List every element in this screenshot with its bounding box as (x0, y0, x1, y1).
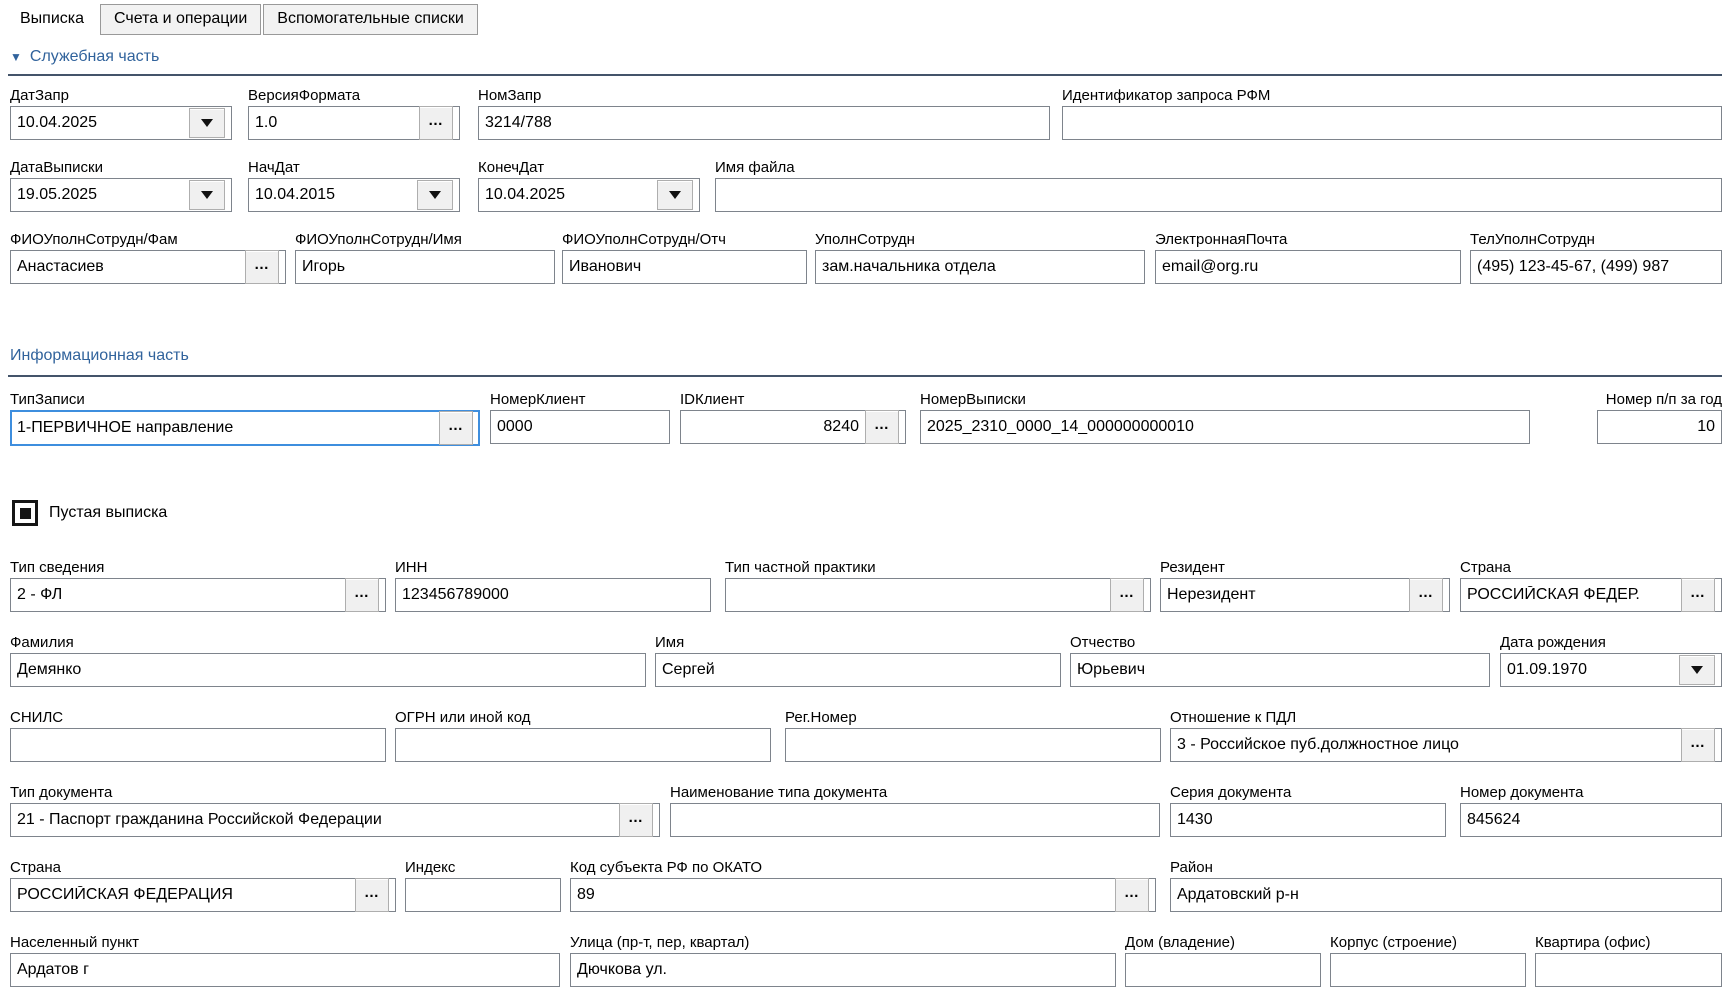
ellipsis-icon[interactable]: … (345, 578, 379, 612)
field-label: Населенный пункт (10, 934, 140, 951)
indeks-input[interactable] (405, 878, 561, 912)
strana-rezidenta-input[interactable]: РОССИЙСКАЯ ФЕДЕР. … (1460, 578, 1722, 612)
field-nomer-pp-za-god (1577, 390, 1722, 444)
ellipsis-icon[interactable]: … (1681, 578, 1715, 612)
field-label: Номер п/п за год (1605, 391, 1722, 408)
imya-input[interactable]: Сергей (655, 653, 1061, 687)
field-label: Район (1170, 859, 1213, 876)
ellipsis-icon[interactable]: … (1681, 728, 1715, 762)
field-label: ОГРН или иной код (395, 709, 531, 726)
field-label: Номер документа (1460, 784, 1584, 801)
field-label: Тип документа (10, 784, 113, 801)
ulitsa-input[interactable]: Дючкова ул. (570, 953, 1116, 987)
field-label: Фамилия (10, 634, 74, 651)
field-tip-svedeniya (10, 558, 386, 612)
field-kvartira (1535, 933, 1722, 987)
upoln-sotrudn-input[interactable]: зам.начальника отдела (815, 250, 1145, 284)
field-otnoshenie-k-pdl (1170, 708, 1722, 762)
imya-fayla-input[interactable] (715, 178, 1722, 212)
field-snils (10, 708, 386, 762)
field-data-vypiski (10, 158, 232, 212)
section-title: Информационная часть (10, 347, 189, 364)
dat-zapr-input[interactable]: 10.04.2025 (10, 106, 232, 140)
nomer-klient-input[interactable]: 0000 (490, 410, 670, 444)
field-konech-dat (478, 158, 700, 212)
dropdown-arrow-icon[interactable] (189, 180, 225, 210)
tip-chastnoy-praktiki-input[interactable] (725, 578, 1151, 612)
field-label: Наименование типа документа (670, 784, 888, 801)
inn-input[interactable]: 123456789000 (395, 578, 711, 612)
field-label: ФИОУполнСотрудн/Имя (295, 231, 462, 248)
tel-input[interactable]: (495) 123-45-67, (499) 987 (1470, 250, 1722, 284)
naimenovanie-tipa-dokumenta-input[interactable] (670, 803, 1160, 837)
field-fio-otch (562, 230, 807, 284)
id-klient-input[interactable]: 8240 … (680, 410, 906, 444)
field-indeks (405, 858, 561, 912)
field-label: КонечДат (478, 159, 545, 176)
field-tip-zapisi (10, 390, 480, 446)
field-email (1155, 230, 1461, 284)
field-label: Идентификатор запроса РФМ (1062, 87, 1271, 104)
field-label: Тип сведения (10, 559, 105, 576)
field-label: СНИЛС (10, 709, 64, 726)
ellipsis-icon[interactable]: … (1409, 578, 1443, 612)
konech-dat-input[interactable]: 10.04.2025 (478, 178, 700, 212)
field-imya (655, 633, 1061, 687)
tip-dokumenta-input[interactable]: 21 - Паспорт гражданина Российской Федерации … (10, 803, 660, 837)
field-label: Код субъекта РФ по ОКАТО (570, 859, 763, 876)
email-input[interactable]: email@org.ru (1155, 250, 1461, 284)
dropdown-arrow-icon[interactable] (189, 108, 225, 138)
section-divider (8, 375, 1722, 377)
field-naimenovanie-tipa-dokumenta (670, 783, 1160, 837)
field-label: УполнСотрудн (815, 231, 915, 248)
field-rayon (1170, 858, 1722, 912)
field-label: Дом (владение) (1125, 934, 1235, 951)
dom-input[interactable] (1125, 953, 1321, 987)
fio-imya-input[interactable]: Игорь (295, 250, 555, 284)
ellipsis-icon[interactable]: … (355, 878, 389, 912)
dropdown-arrow-icon[interactable] (417, 180, 453, 210)
field-tip-dokumenta (10, 783, 660, 837)
section-header-service (10, 48, 159, 66)
field-label: НомЗапр (478, 87, 542, 104)
field-versiya-formata (248, 86, 460, 140)
field-label: Страна (1460, 559, 1512, 576)
ellipsis-icon[interactable]: … (245, 250, 279, 284)
field-nom-zapr (478, 86, 1050, 140)
nom-zapr-input[interactable]: 3214/788 (478, 106, 1050, 140)
checkbox-icon[interactable] (12, 500, 38, 526)
field-nomer-klient (490, 390, 670, 444)
field-fio-imya (295, 230, 555, 284)
field-nomer-dokumenta (1460, 783, 1722, 837)
section-header-info (10, 347, 189, 365)
familiya-input[interactable]: Демянко (10, 653, 646, 687)
field-naselennyy-punkt (10, 933, 560, 987)
field-label: Серия документа (1170, 784, 1292, 801)
field-label: Отношение к ПДЛ (1170, 709, 1297, 726)
field-inn (395, 558, 711, 612)
ellipsis-icon[interactable]: … (419, 106, 453, 140)
section-title: Служебная часть (29, 48, 160, 65)
field-label: ВерсияФормата (248, 87, 361, 104)
rezident-input[interactable]: Нерезидент … (1160, 578, 1450, 612)
field-fio-fam (10, 230, 286, 284)
field-label: Имя (655, 634, 685, 651)
field-data-rozhdeniya (1500, 633, 1722, 687)
fio-fam-input[interactable]: Анастасиев … (10, 250, 286, 284)
field-label: ТипЗаписи (10, 391, 85, 408)
tip-zapisi-input[interactable]: 1-ПЕРВИЧНОЕ направление … (10, 410, 480, 446)
collapse-triangle-icon[interactable]: ▼ (10, 50, 22, 64)
field-label: ЭлектроннаяПочта (1155, 231, 1288, 248)
field-label: Отчество (1070, 634, 1136, 651)
kvartira-input[interactable] (1535, 953, 1722, 987)
field-ulitsa (570, 933, 1116, 987)
naselennyy-punkt-input[interactable]: Ардатов г (10, 953, 560, 987)
data-rozhdeniya-input[interactable]: 01.09.1970 (1500, 653, 1722, 687)
field-seriya-dokumenta (1170, 783, 1446, 837)
field-reg-nomer (785, 708, 1161, 762)
reg-nomer-input[interactable] (785, 728, 1161, 762)
tab-vypiska[interactable]: Выписка (6, 4, 98, 35)
field-label: ДатЗапр (10, 87, 69, 104)
field-label: IDКлиент (680, 391, 745, 408)
field-label: Корпус (строение) (1330, 934, 1457, 951)
field-label: Индекс (405, 859, 456, 876)
ellipsis-icon[interactable]: … (1110, 578, 1144, 612)
field-label: НомерКлиент (490, 391, 586, 408)
korpus-input[interactable] (1330, 953, 1526, 987)
nach-dat-input[interactable]: 10.04.2015 (248, 178, 460, 212)
pustaya-vypiska-row (12, 500, 167, 526)
field-label: ФИОУполнСотрудн/Отч (562, 231, 726, 248)
nomer-dokumenta-input[interactable]: 845624 (1460, 803, 1722, 837)
field-label: ИНН (395, 559, 428, 576)
field-tel-upoln-sotrudn (1470, 230, 1722, 284)
dropdown-arrow-icon[interactable] (657, 180, 693, 210)
field-identifikator-zaprosa-rfm (1062, 86, 1722, 140)
field-nach-dat (248, 158, 460, 212)
field-label: Улица (пр-т, пер, квартал) (570, 934, 750, 951)
field-label: ТелУполнСотрудн (1470, 231, 1595, 248)
field-ogrn (395, 708, 771, 762)
data-vypiski-input[interactable]: 19.05.2025 (10, 178, 232, 212)
versiya-formata-input[interactable]: 1.0 … (248, 106, 460, 140)
field-label: ФИОУполнСотрудн/Фам (10, 231, 178, 248)
tab-scheta-i-operatsii[interactable]: Счета и операции (100, 4, 261, 35)
field-label: Тип частной практики (725, 559, 876, 576)
ellipsis-icon[interactable]: … (1115, 878, 1149, 912)
tip-svedeniya-input[interactable]: 2 - ФЛ … (10, 578, 386, 612)
checkbox-label: Пустая выписка (49, 504, 168, 521)
snils-input[interactable] (10, 728, 386, 762)
field-dom (1125, 933, 1321, 987)
field-id-klient (680, 390, 906, 444)
field-nomer-vypiski (920, 390, 1530, 444)
field-strana-adresa (10, 858, 396, 912)
rayon-input[interactable]: Ардатовский р-н (1170, 878, 1722, 912)
field-label: Квартира (офис) (1535, 934, 1651, 951)
strana-adresa-input[interactable]: РОССИЙСКАЯ ФЕДЕРАЦИЯ … (10, 878, 396, 912)
field-kod-okato (570, 858, 1156, 912)
dropdown-arrow-icon[interactable] (1679, 655, 1715, 685)
fio-otch-input[interactable]: Иванович (562, 250, 807, 284)
field-tip-chastnoy-praktiki (725, 558, 1151, 612)
section-divider (8, 74, 1722, 76)
otnoshenie-k-pdl-input[interactable]: 3 - Российское пуб.должностное лицо … (1170, 728, 1722, 762)
ellipsis-icon[interactable]: … (439, 411, 473, 445)
field-korpus (1330, 933, 1526, 987)
tab-vspomogatelnye-spiski[interactable]: Вспомогательные списки (263, 4, 478, 35)
seriya-dokumenta-input[interactable]: 1430 (1170, 803, 1446, 837)
otchestvo-input[interactable]: Юрьевич (1070, 653, 1490, 687)
field-rezident (1160, 558, 1450, 612)
ellipsis-icon[interactable]: … (619, 803, 653, 837)
identifikator-zaprosa-input[interactable] (1062, 106, 1722, 140)
ellipsis-icon[interactable]: … (865, 410, 899, 444)
field-label: НачДат (248, 159, 300, 176)
field-imya-fayla (715, 158, 1722, 212)
nomer-vypiski-input[interactable]: 2025_2310_0000_14_000000000010 (920, 410, 1530, 444)
kod-okato-input[interactable]: 89 … (570, 878, 1156, 912)
field-label: Страна (10, 859, 62, 876)
tab-bar (6, 4, 480, 35)
field-label: НомерВыписки (920, 391, 1026, 408)
field-strana-rezidenta (1460, 558, 1722, 612)
nomer-pp-input[interactable]: 10 (1597, 410, 1722, 444)
field-familiya (10, 633, 646, 687)
field-otchestvo (1070, 633, 1490, 687)
field-label: Имя файла (715, 159, 795, 176)
field-dat-zapr (10, 86, 232, 140)
field-label: Резидент (1160, 559, 1225, 576)
field-label: Дата рождения (1500, 634, 1606, 651)
field-upoln-sotrudn (815, 230, 1145, 284)
field-label: Рег.Номер (785, 709, 857, 726)
ogrn-input[interactable] (395, 728, 771, 762)
field-label: ДатаВыписки (10, 159, 103, 176)
